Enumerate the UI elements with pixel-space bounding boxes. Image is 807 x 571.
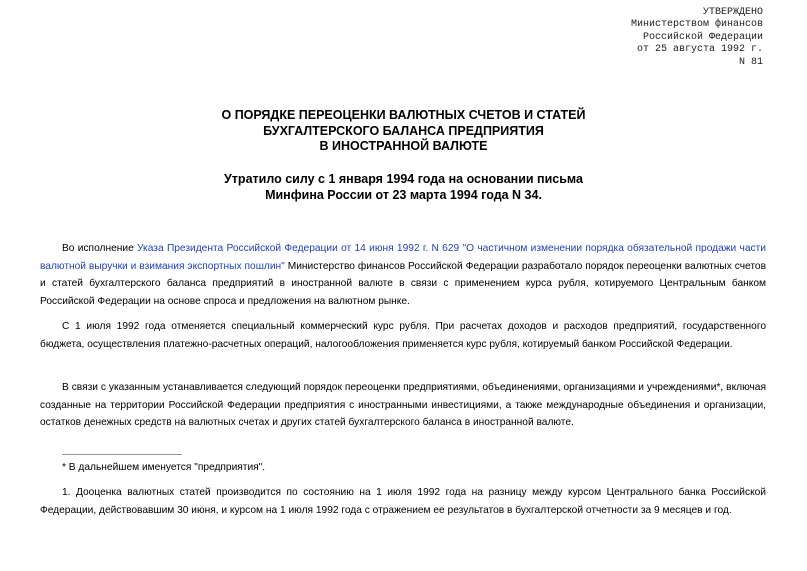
approval-line: от 25 августа 1992 г. [636, 44, 763, 56]
decree-link[interactable]: Указа Президента Российской Федерации от 14 июня 1992 г. N 629 "О частичном изменении порядка обязательной продажи части валютной выручки и взимания экспортных пошлин" [40, 243, 766, 272]
notice-line: Утратило силу с 1 января 1994 года на основании письма [224, 172, 583, 186]
approval-line: N 81 [738, 56, 763, 68]
title-line: БУХГАЛТЕРСКОГО БАЛАНСА ПРЕДПРИЯТИЯ [263, 123, 544, 138]
footnote: * В дальнейшем именуется "предприятия". [62, 462, 266, 473]
approval-line: Министерством финансов [630, 19, 763, 31]
paragraph-1 [40, 240, 766, 310]
title-line: В ИНОСТРАННОЙ ВАЛЮТЕ [319, 139, 488, 153]
footnote-separator: ____________________ [62, 447, 183, 458]
paragraph-3: В связи с указанным устанавливается следующий порядок переоценки предприятиями, объединениями, организациями и учреждениями*, включая созданные на территории Российской Федерации предприятия с иностранными инвестициями, а также международные объединения и организации, остатков денежных средств на валютных счетах и других статей бухгалтерского баланса в иностранной валюте. [40, 382, 766, 428]
paragraph-1-rest: Министерство финансов Российской Федерации разработало порядок переоценки валютных счетов и статей бухгалтерского баланса предприятий в иностранной валюте в связи с применением курса рубля, котируемого Центральным банком Российской Федерации на основе спроса и предложения на валютном рынке. [40, 260, 766, 307]
paragraph-4: 1. Дооценка валютных статей производится по состоянию на 1 июля 1992 года на разницу между курсом Центрального банка Российской Федерации, действовавшим 30 июня, и курсом на 1 июля 1992 года с отражением ее результатов в бухгалтерской отчетности за 9 месяцев и год. [40, 487, 766, 516]
title-line: О ПОРЯДКЕ ПЕРЕОЦЕНКИ ВАЛЮТНЫХ СЧЕТОВ И СТАТЕЙ [221, 108, 586, 122]
approval-line: Российской Федерации [642, 31, 763, 43]
paragraph-2: С 1 июля 1992 года отменяется специальный коммерческий курс рубля. При расчетах доходов и расходов предприятий, государственного бюджета, осуществления платежно-расчетных операций, налогообложения применяется курс рубля, котируемый банком Российской Федерации. [40, 321, 766, 350]
paragraph-1-prefix: Во исполнение [62, 243, 138, 254]
document-title [0, 108, 807, 155]
notice-line: Минфина России от 23 марта 1994 года N 34. [265, 187, 542, 202]
validity-notice [0, 172, 807, 203]
approval-block [631, 7, 763, 69]
approval-line: УТВЕРЖДЕНО [702, 7, 763, 18]
